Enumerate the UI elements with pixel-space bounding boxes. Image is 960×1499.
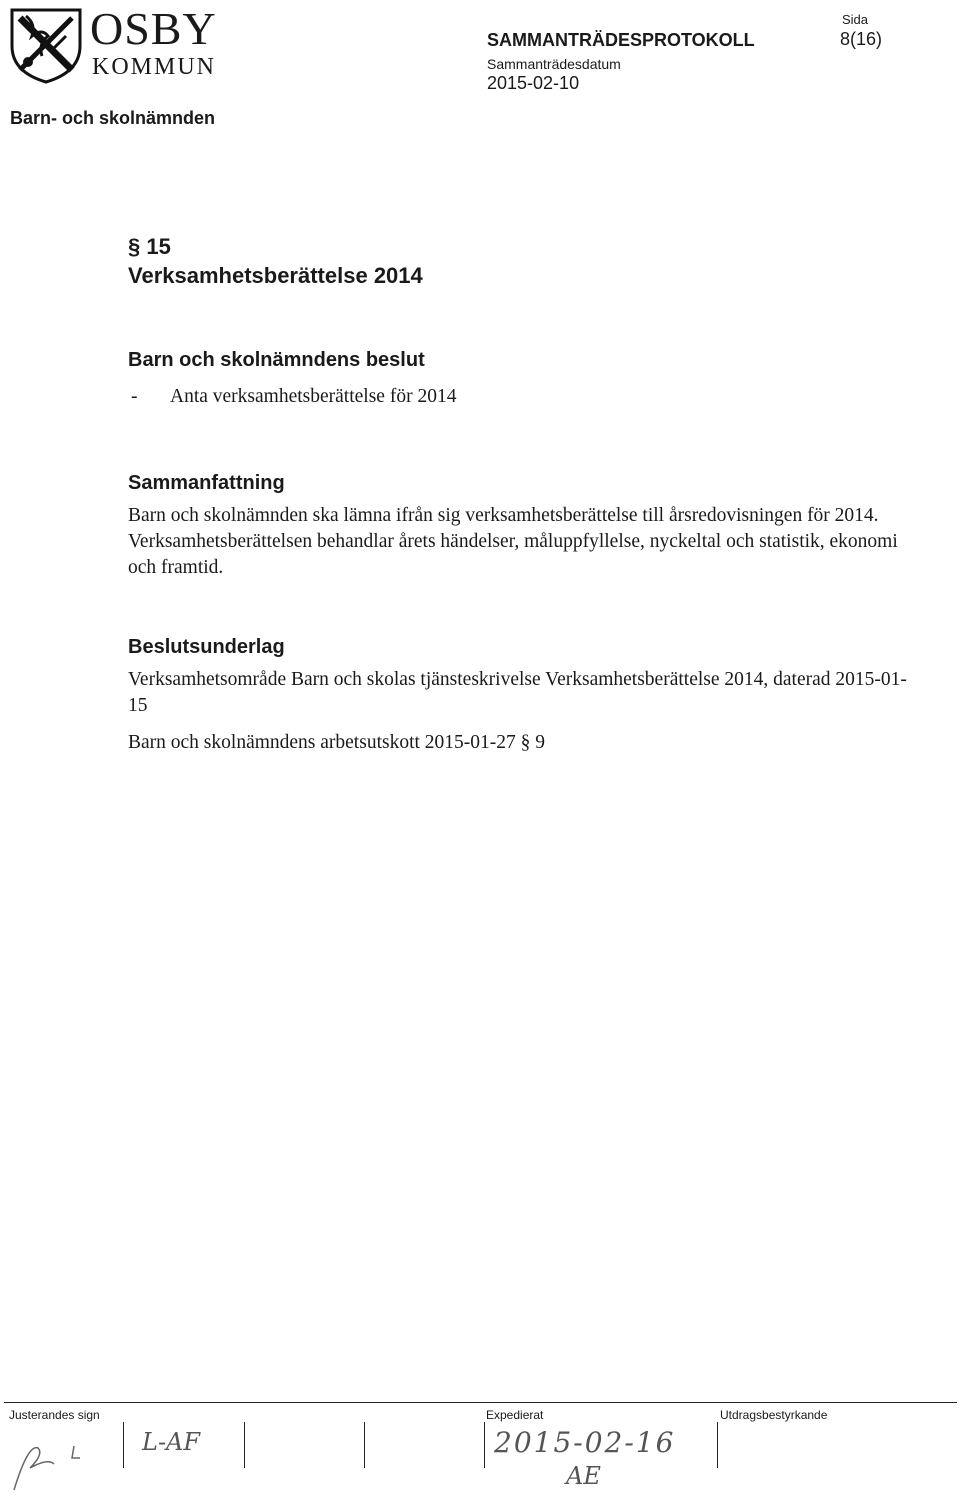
summary-text: Barn och skolnämnden ska lämna ifrån sig verksamhetsberättelse till årsredovisningen för 2014. Verksamhetsberättelsen behandlar årets händelser, måluppfyllelse, nyckeltal och statistik, ekonomi och framtid. <box>128 505 898 578</box>
signature-divider <box>484 1422 485 1468</box>
summary-heading: Sammanfattning <box>128 472 285 494</box>
decision-item: Anta verksamhetsberättelse för 2014 <box>170 386 457 407</box>
handwritten-date: 2015-02-16 <box>494 1426 676 1459</box>
basis-item: Barn och skolnämndens arbetsutskott 2015-01-27 § 9 <box>128 732 546 753</box>
handwritten-signature <box>8 1424 108 1499</box>
footer-label-expedierat: Expedierat <box>486 1408 544 1422</box>
signature-divider <box>364 1422 365 1468</box>
signature-divider <box>244 1422 245 1468</box>
footer-label-utdragsbestyrkande: Utdragsbestyrkande <box>720 1408 828 1422</box>
page-label: Sida <box>842 12 869 27</box>
page-number: 8(16) <box>840 29 883 49</box>
list-bullet: - <box>131 386 138 407</box>
decision-heading: Barn och skolnämndens beslut <box>128 349 425 371</box>
section-title: Verksamhetsberättelse 2014 <box>128 263 423 288</box>
osby-coat-of-arms-icon <box>8 6 84 84</box>
brand-subtitle: KOMMUN <box>92 54 217 80</box>
brand-name: OSBY <box>90 3 217 54</box>
footer-label-justerandes: Justerandes sign <box>9 1408 100 1422</box>
date-value: 2015-02-10 <box>487 73 580 93</box>
basis-heading: Beslutsunderlag <box>128 636 285 658</box>
basis-item: Verksamhetsområde Barn och skolas tjänsteskrivelse Verksamhetsberättelse 2014, daterad 2015-01-15 <box>128 669 907 716</box>
signature-divider <box>123 1422 124 1468</box>
date-label: Sammanträdesdatum <box>487 56 621 72</box>
committee-name: Barn- och skolnämnden <box>10 108 216 128</box>
handwritten-initials: L-AF <box>142 1428 201 1456</box>
handwritten-initials: AE <box>566 1462 601 1490</box>
paragraph-number: § 15 <box>128 234 171 259</box>
protocol-title: SAMMANTRÄDESPROTOKOLL <box>487 30 755 50</box>
signature-divider <box>717 1422 718 1468</box>
